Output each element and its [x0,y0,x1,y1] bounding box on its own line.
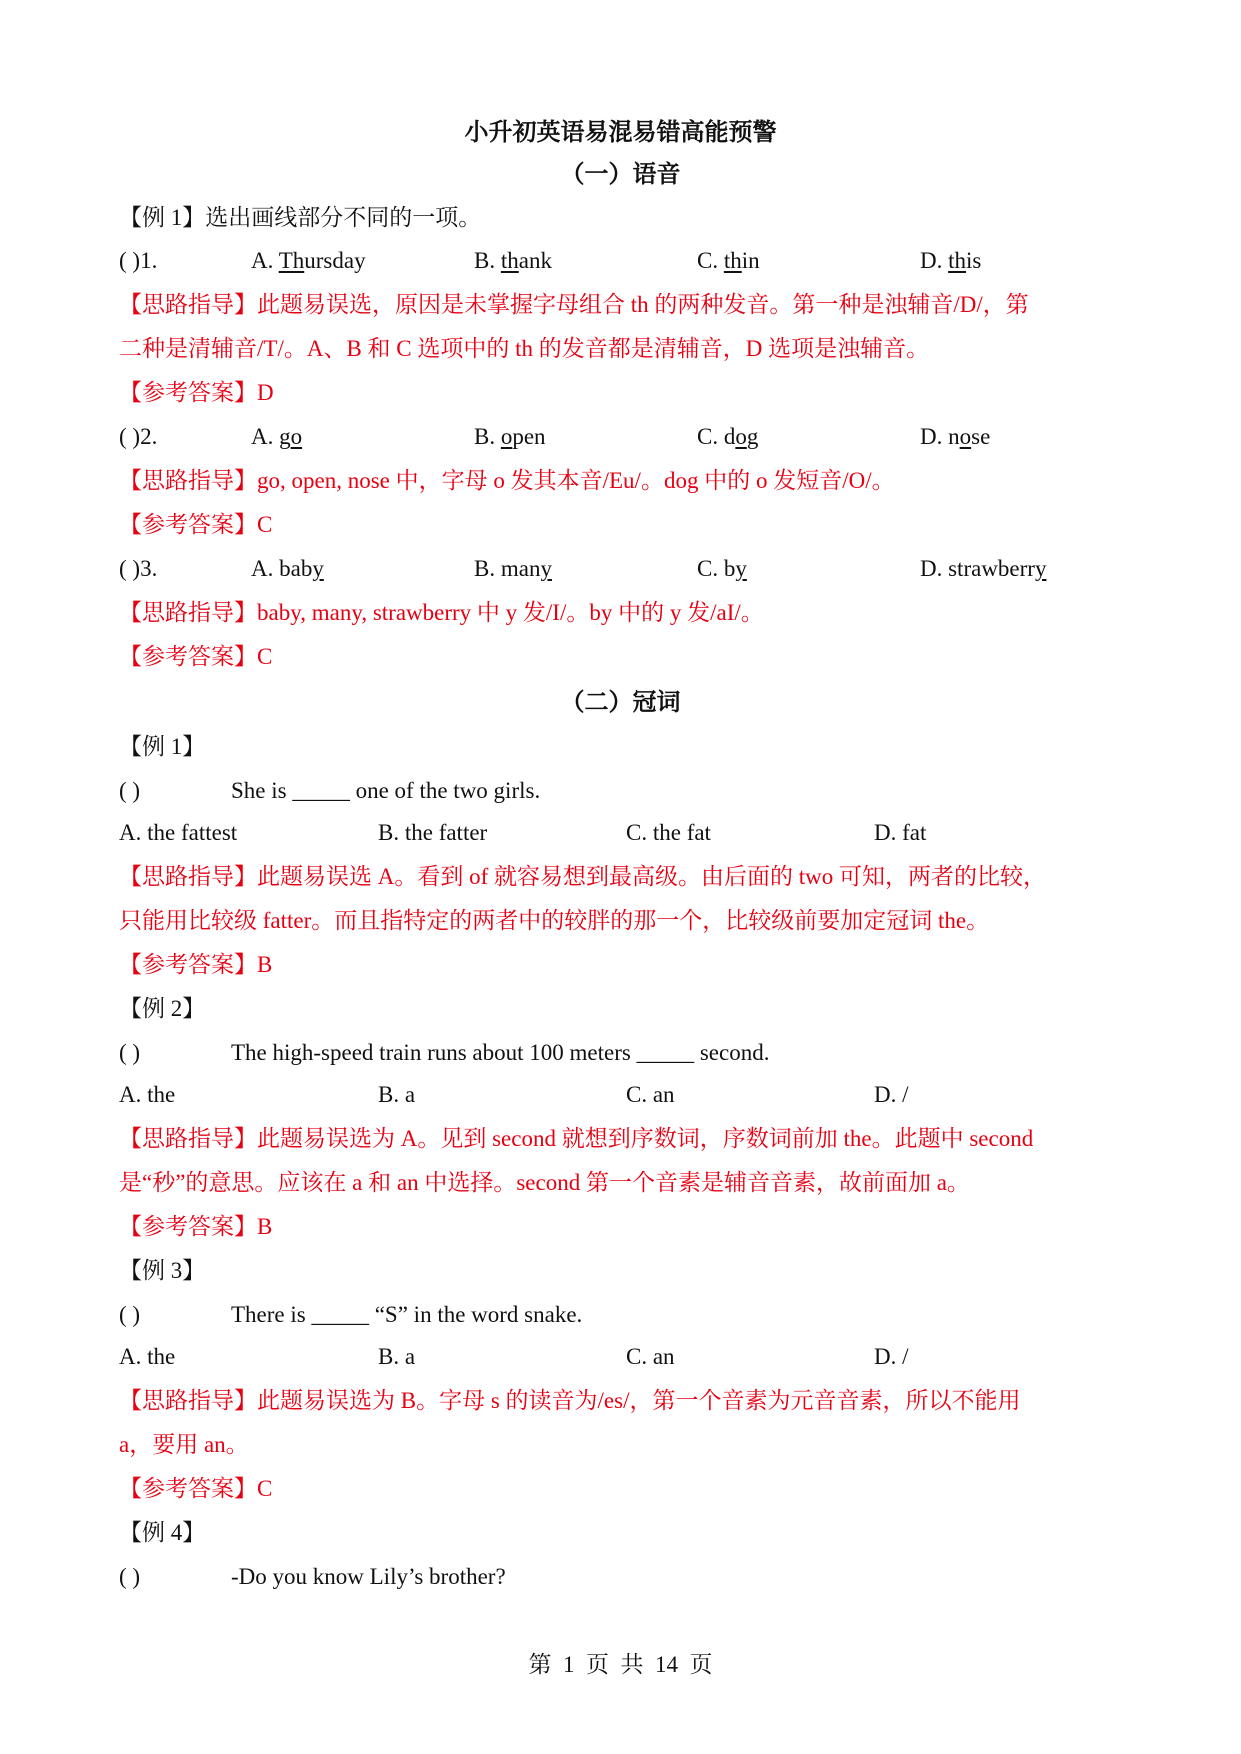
question-number: ( )3. [119,556,158,581]
guide-text: 【思路指导】此题易误选为 B。字母 s 的读音为/es/，第一个音素为元音音素，所以不能用 [119,1388,1021,1413]
option-b: B. a [378,1344,416,1369]
example-label: 【例 1】选出画线部分不同的一项。 [119,205,482,230]
option-c: C. an [626,1082,675,1107]
guide-text: 是“秒”的意思。应该在 a 和 an 中选择。second 第一个音素是辅音音素，故前面加 a。 [119,1170,970,1195]
answer-paren: ( ) [119,1302,141,1327]
answer-text: 【参考答案】D [119,380,274,405]
page-footer: 第 1 页 共 14 页 [528,1652,713,1677]
option-d: D. fat [874,820,927,845]
option-b: B. thank [474,248,552,273]
answer-text: 【参考答案】C [119,644,273,669]
option-a: A. Thursday [251,248,366,273]
option-b: B. open [474,424,546,449]
option-d: D. / [874,1344,909,1369]
document-title: 小升初英语易混易错高能预警 [464,120,777,146]
guide-text: 二种是清辅音/T/。A、B 和 C 选项中的 th 的发音都是清辅音，D 选项是浊辅音。 [119,336,930,361]
option-a: A. the [119,1344,176,1369]
guide-text: 【思路指导】go, open, nose 中，字母 o 发其本音/Eu/。dog 中的 o 发短音/O/。 [119,468,895,493]
option-d: D. / [874,1082,909,1107]
example-label: 【例 1】 [119,734,206,759]
guide-text: 【思路指导】此题易误选，原因是未掌握字母组合 th 的两种发音。第一种是浊辅音/D/，第 [119,292,1029,317]
question-number: ( )1. [119,248,158,273]
option-c: C. by [697,556,747,581]
example-label: 【例 2】 [119,996,206,1021]
answer-text: 【参考答案】B [119,952,273,977]
answer-paren: ( ) [119,1040,141,1065]
option-a: A. the fattest [119,820,238,845]
option-c: C. dog [697,424,759,449]
option-d: D. nose [920,424,991,449]
option-c: C. thin [697,248,760,273]
question-stem: She is _____ one of the two girls. [231,778,541,803]
example-label: 【例 3】 [119,1258,206,1283]
question-number: ( )2. [119,424,158,449]
answer-text: 【参考答案】C [119,512,273,537]
option-d: D. strawberry [920,556,1047,581]
question-stem: -Do you know Lily’s brother? [231,1564,506,1589]
question-stem: There is _____ “S” in the word snake. [231,1302,583,1327]
guide-text: 【思路指导】baby, many, strawberry 中 y 发/I/。by 中的 y 发/aI/。 [119,600,764,625]
example-label: 【例 4】 [119,1520,206,1545]
option-a: A. baby [251,556,324,581]
answer-text: 【参考答案】C [119,1476,273,1501]
option-c: C. an [626,1344,675,1369]
option-a: A. go [251,424,303,449]
option-b: B. a [378,1082,416,1107]
option-b: B. the fatter [378,820,488,845]
guide-text: 只能用比较级 fatter。而且指特定的两者中的较胖的那一个，比较级前要加定冠词 the。 [119,908,990,933]
answer-paren: ( ) [119,1564,141,1589]
section-heading-phonetics: （一）语音 [560,162,681,188]
guide-text: 【思路指导】此题易误选 A。看到 of 就容易想到最高级。由后面的 two 可知，两者的比较， [119,864,1047,889]
section-heading-articles: （二）冠词 [560,690,681,716]
answer-text: 【参考答案】B [119,1214,273,1239]
option-a: A. the [119,1082,176,1107]
answer-paren: ( ) [119,778,141,803]
option-d: D. this [920,248,982,273]
question-stem: The high-speed train runs about 100 meters _____ second. [231,1040,770,1065]
guide-text: 【思路指导】此题易误选为 A。见到 second 就想到序数词，序数词前加 the。此题中 second [119,1126,1034,1151]
guide-text: a，要用 an。 [119,1432,249,1457]
option-b: B. many [474,556,552,581]
option-c: C. the fat [626,820,711,845]
